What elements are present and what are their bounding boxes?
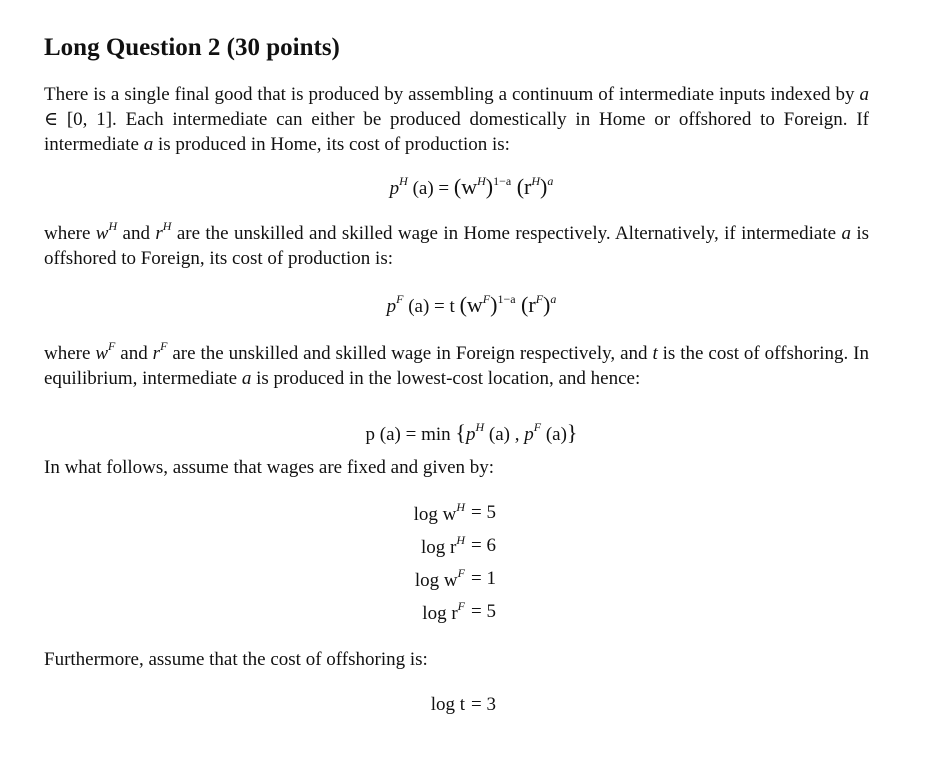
intro-paragraph: There is a single final good that is produced by assembling a continuum of intermediate inputs indexed by a ∈ [0, 1]. Each intermediate can either be produced domestically in Home or offshored to Foreign. If intermediate a is produced in Home, its cost of production is: [44, 84, 869, 155]
foreign-wage-paragraph: where $w^F$ and $r^F$ are the unskilled and skilled wage in Foreign respectively, and t is the cost of offshoring. In equilibrium, intermediate a is produced in the lowest-cost location, and hence: [44, 339, 869, 389]
home-cost-equation: $p^H$ $(a) = (w^H)^{1-a}$ $(r^H)^a$ [389, 174, 554, 199]
offshoring-paragraph: Furthermore, assume that the cost of offshoring is: [44, 649, 428, 670]
wage-row: $\log r^H$ = 6 [420, 532, 496, 558]
wage-row: $\log w^F$ = 1 [414, 565, 496, 591]
min-price-equation: p $(a) = \min \{p^H$ (a) , $p^F$ (a)} [365, 420, 578, 445]
wage-list [380, 496, 560, 628]
assumption-paragraph: In what follows, assume that wages are fixed and given by: [44, 457, 495, 478]
wage-row: $\log r^F$ = 5 [422, 598, 496, 624]
question-title: Long Question 2 (30 points) [44, 34, 340, 61]
home-wage-paragraph: where $w^H$ and $r^H$ are the unskilled and skilled wage in Home respectively. Alternatively, if intermediate a is offshored to Foreign, its cost of production is: [44, 219, 869, 269]
offshoring-cost: log t = 3 [430, 693, 496, 715]
foreign-cost-equation: $p^F$ (a) = t $(w^F)^{1-a}$ $(r^F)^a$ [386, 292, 557, 317]
wage-row: $\log w^H$ = 5 [413, 499, 496, 525]
